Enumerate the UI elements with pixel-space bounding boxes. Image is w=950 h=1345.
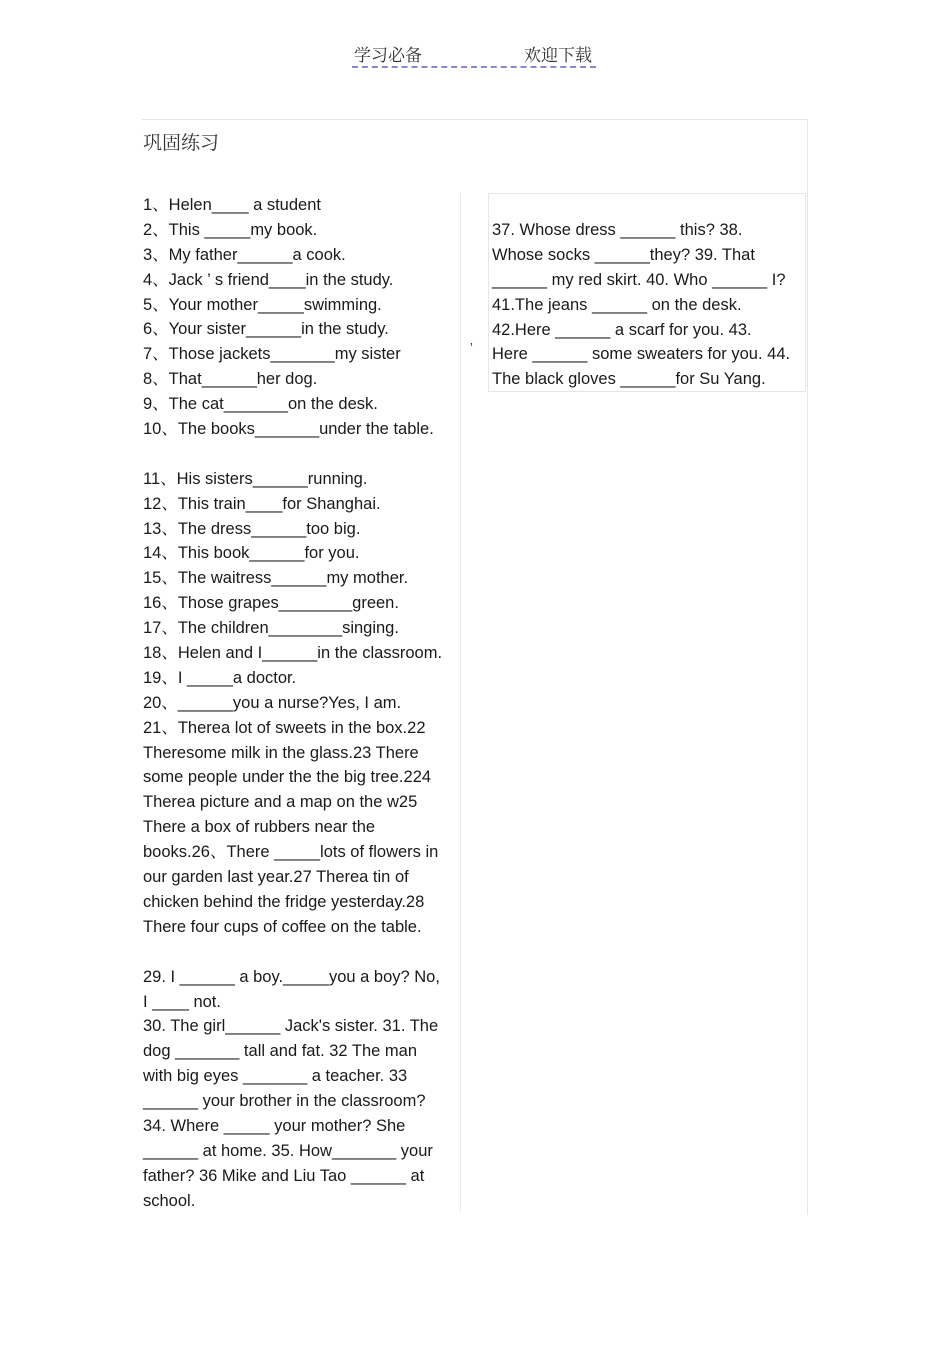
header-left-text: 学习必备 <box>354 46 422 66</box>
exercise-line: Here ______ some sweaters for you. 44. <box>492 345 791 364</box>
exercise-line: 42.Here ______ a scarf for you. 43. <box>492 320 752 339</box>
exercise-line: 34. Where _____ your mother? She <box>143 1116 406 1135</box>
exercise-line: books.26、There _____lots of flowers in <box>143 843 439 862</box>
exercise-line: Theresome milk in the glass.23 There <box>143 743 419 762</box>
exercise-line: dog _______ tall and fat. 32 The man <box>143 1042 417 1061</box>
exercise-line: 9、The cat_______on the desk. <box>143 395 378 414</box>
exercise-line: 5、Your mother_____swimming. <box>143 295 382 314</box>
exercise-line: ______ my red skirt. 40. Who ______ I? <box>492 270 786 289</box>
exercise-line: 3、My father______a cook. <box>143 245 346 264</box>
exercise-line: The black gloves ______for Su Yang. <box>492 370 766 389</box>
exercise-line: ______ your brother in the classroom? <box>143 1092 426 1111</box>
page-title: 巩固练习 <box>143 132 220 154</box>
exercise-line: 20、______you a nurse?Yes, I am. <box>143 693 402 712</box>
exercise-line: 2、This _____my book. <box>143 220 318 239</box>
exercise-line: 15、The waitress______my mother. <box>143 569 409 588</box>
exercise-line: 41.The jeans ______ on the desk. <box>492 295 742 314</box>
exercise-line: father? 36 Mike and Liu Tao ______ at <box>143 1166 425 1185</box>
blank-line <box>143 442 442 467</box>
exercise-line: with big eyes _______ a teacher. 33 <box>143 1067 408 1086</box>
exercise-line: Whose socks ______they? 39. That <box>492 245 755 264</box>
exercise-line: school. <box>143 1191 196 1210</box>
exercise-line: 30. The girl______ Jack's sister. 31. The <box>143 1017 439 1036</box>
exercise-line: 14、This book______for you. <box>143 544 360 563</box>
exercise-line: I ____ not. <box>143 992 221 1011</box>
exercise-line: 17、The children________singing. <box>143 619 399 638</box>
exercise-line: There four cups of coffee on the table. <box>143 917 422 936</box>
exercise-line: 6、Your sister______in the study. <box>143 320 389 339</box>
exercise-line: 1、Helen____ a student <box>143 196 321 214</box>
exercise-line: 18、Helen and I______in the classroom. <box>143 644 443 663</box>
exercise-line: 10、The books_______under the table. <box>143 420 434 439</box>
exercise-line: Therea picture and a map on the w25 <box>143 793 418 812</box>
left-column-exercises <box>143 193 442 1214</box>
exercise-line: 29. I ______ a boy._____you a boy? No, <box>143 967 440 986</box>
exercise-line: 12、This train____for Shanghai. <box>143 494 381 513</box>
exercise-line: our garden last year.27 Therea tin of <box>143 868 409 887</box>
exercise-line: 21、Therea lot of sweets in the box.22 <box>143 718 426 737</box>
page-header <box>352 40 596 68</box>
exercise-line: 13、The dress______too big. <box>143 519 361 538</box>
exercise-line: ______ at home. 35. How_______ your <box>143 1141 433 1160</box>
exercise-line: 4、Jack ’ s friend____in the study. <box>143 270 394 289</box>
exercise-line: 7、Those jackets_______my sister <box>143 345 401 364</box>
stray-mark: ’ <box>470 340 473 355</box>
exercise-line: some people under the the big tree.224 <box>143 768 432 787</box>
exercise-line: 8、That______her dog. <box>143 370 318 389</box>
exercise-line: 19、I _____a doctor. <box>143 668 297 687</box>
header-right-text: 欢迎下载 <box>524 46 592 66</box>
exercise-line: chicken behind the fridge yesterday.28 <box>143 892 425 911</box>
exercise-line: 37. Whose dress ______ this? 38. <box>492 221 743 239</box>
blank-line <box>143 940 442 965</box>
exercise-line: 11、His sisters______running. <box>143 469 368 488</box>
column-divider <box>460 193 461 1213</box>
exercise-line: 16、Those grapes________green. <box>143 594 399 613</box>
exercise-line: There a box of rubbers near the <box>143 818 376 837</box>
right-column-exercises <box>492 218 790 392</box>
